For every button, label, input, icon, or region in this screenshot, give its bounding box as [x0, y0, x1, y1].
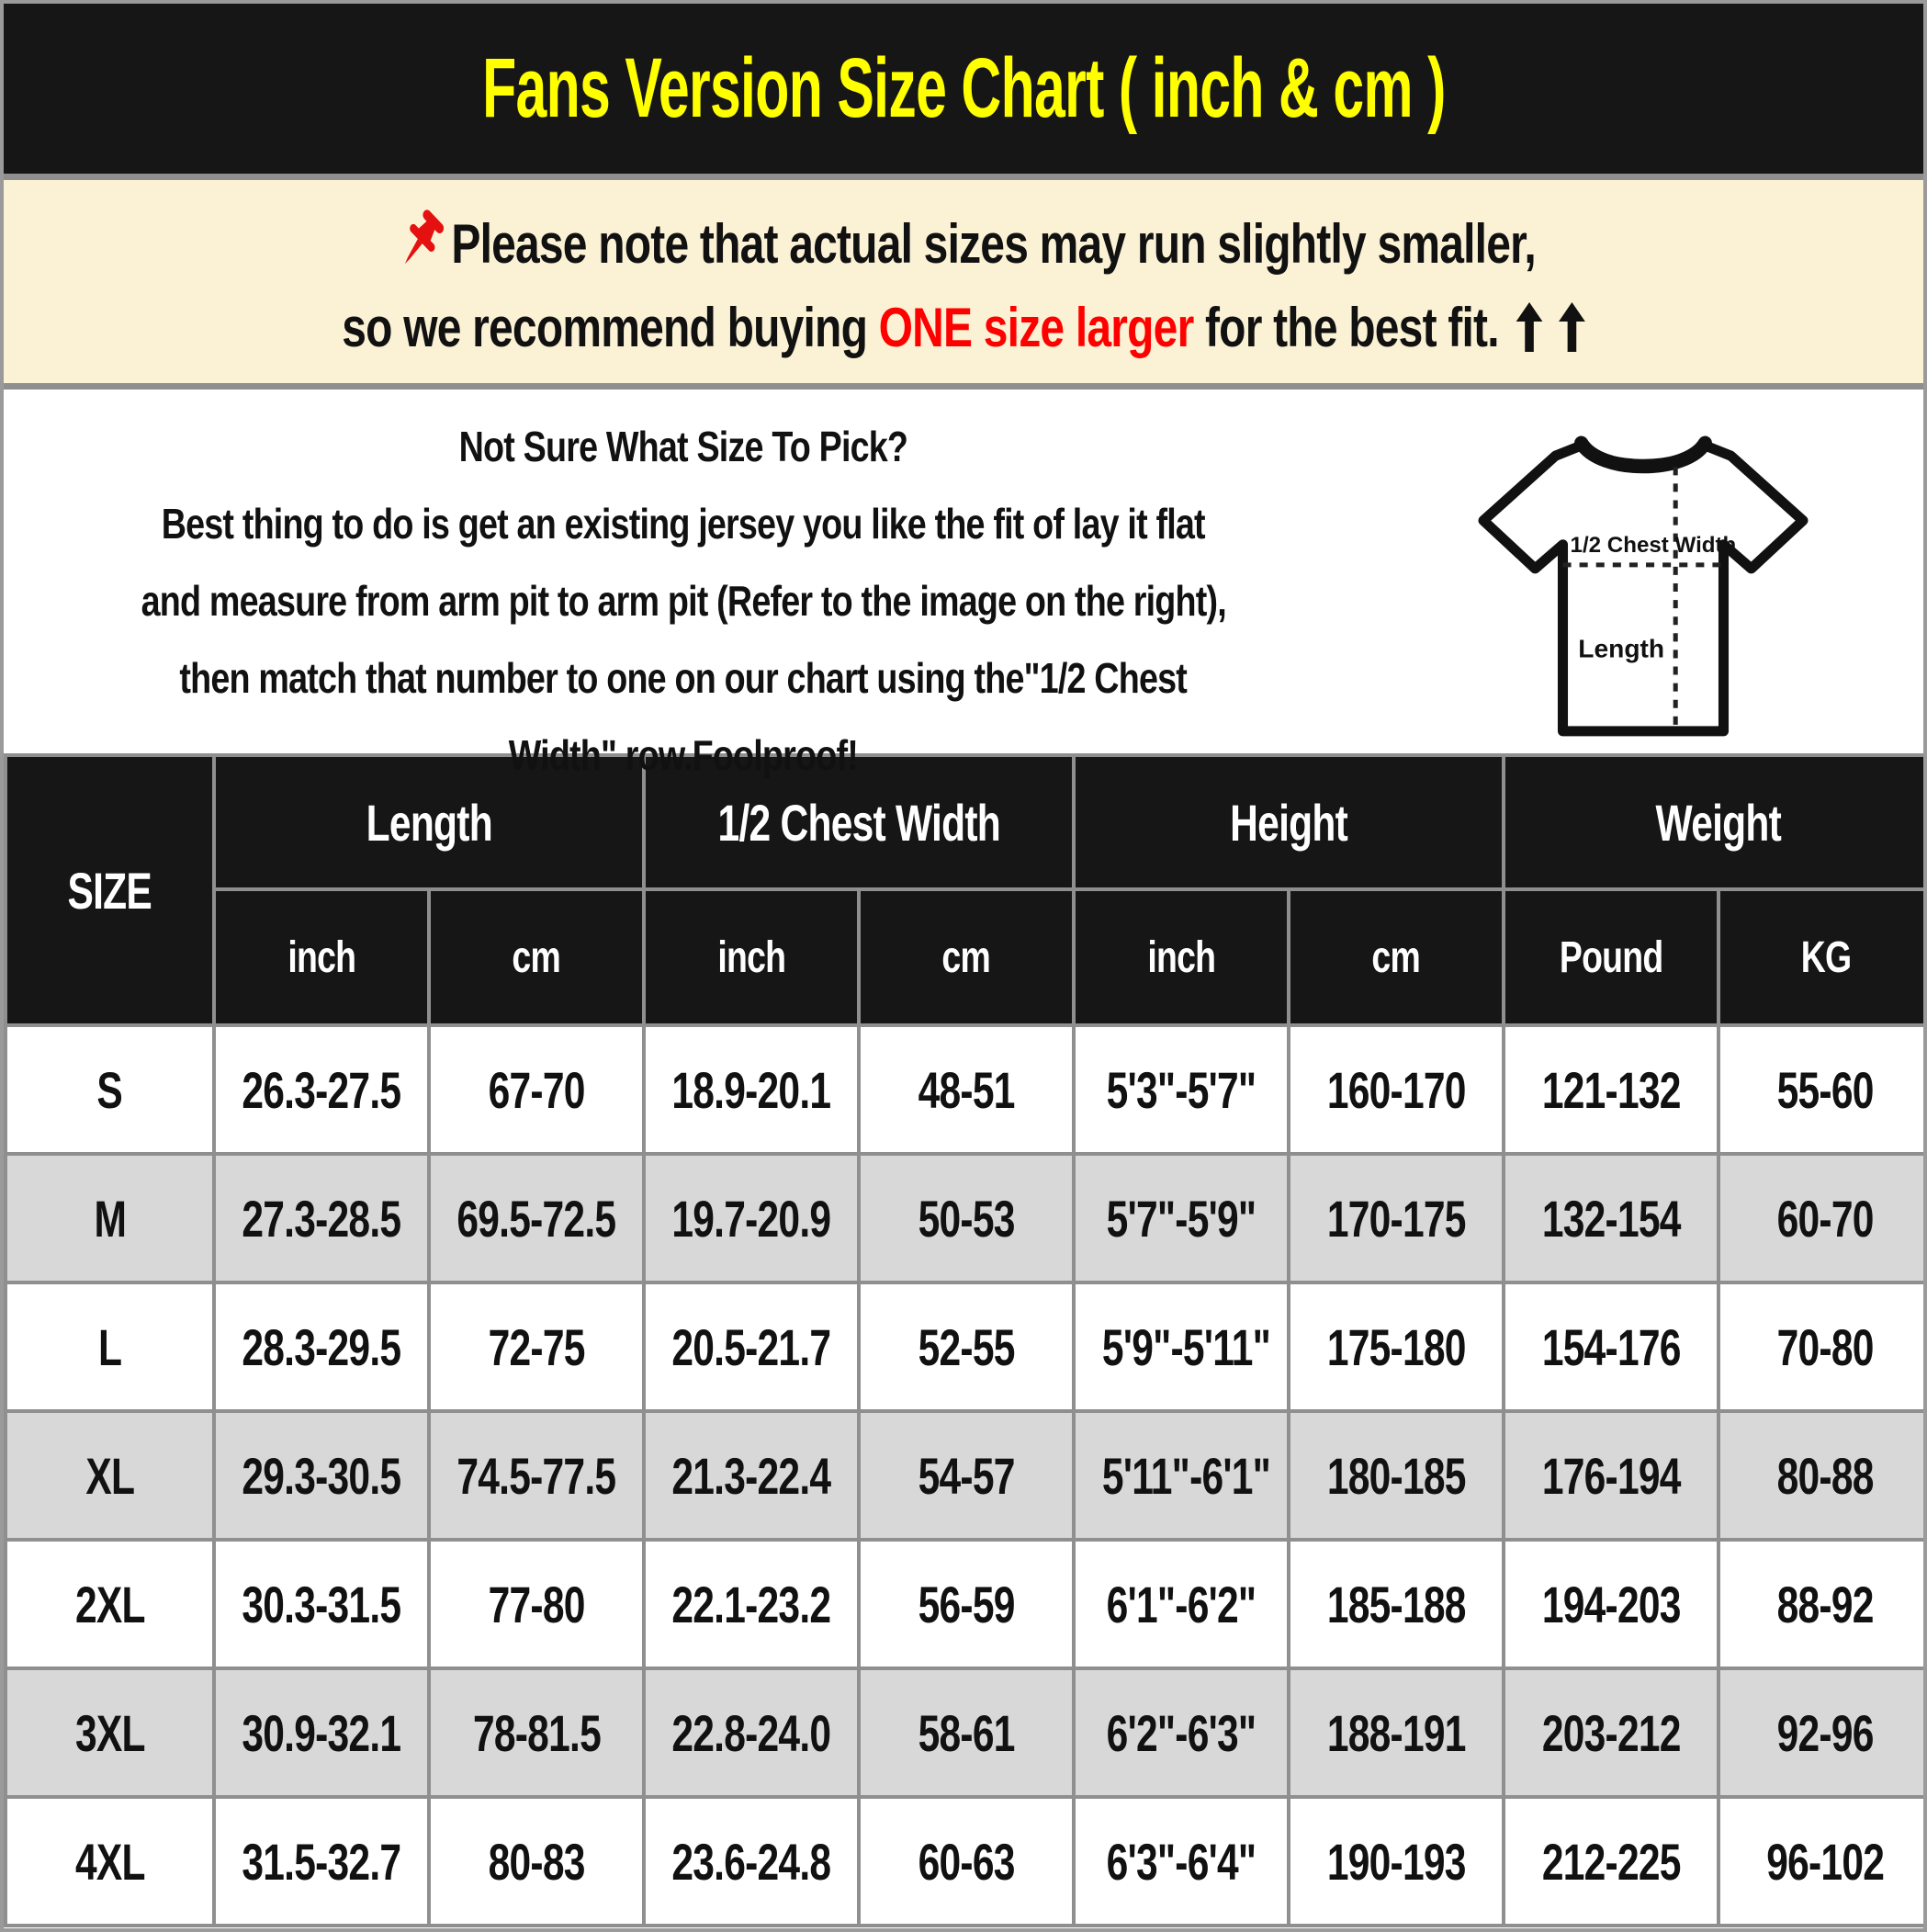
- note-line-2: [186, 296, 1741, 359]
- value-cell: 28.3-29.5: [214, 1282, 429, 1411]
- value-cell: 18.9-20.1: [644, 1025, 859, 1154]
- instructions-line: then match that number to one on our chart using the"1/2 Chest: [179, 654, 1188, 702]
- note-band: [4, 180, 1923, 390]
- note-highlight: ONE size larger: [878, 296, 1194, 358]
- value-cell: 212-225: [1504, 1797, 1719, 1926]
- value-cell: 74.5-77.5: [429, 1411, 644, 1540]
- size-cell: M: [6, 1154, 214, 1282]
- weight-group-header: Weight: [1504, 755, 1927, 889]
- value-cell: 58-61: [859, 1668, 1074, 1797]
- table-row: [6, 1282, 1927, 1411]
- value-cell: 60-63: [859, 1797, 1074, 1926]
- unit-header: inch: [644, 889, 859, 1025]
- unit-header: inch: [1074, 889, 1289, 1025]
- value-cell: 29.3-30.5: [214, 1411, 429, 1540]
- unit-header: cm: [429, 889, 644, 1025]
- height-group-header: Height: [1074, 755, 1504, 889]
- tshirt-diagram-box: [1363, 413, 1923, 753]
- value-cell: 78-81.5: [429, 1668, 644, 1797]
- value-cell: 60-70: [1719, 1154, 1927, 1282]
- size-chart-table: [4, 753, 1927, 1927]
- value-cell: 31.5-32.7: [214, 1797, 429, 1926]
- value-cell: 5'7"-5'9": [1074, 1154, 1289, 1282]
- value-cell: 175-180: [1289, 1282, 1504, 1411]
- unit-header: inch: [214, 889, 429, 1025]
- value-cell: 27.3-28.5: [214, 1154, 429, 1282]
- length-group-header: Length: [214, 755, 644, 889]
- size-cell: L: [6, 1282, 214, 1411]
- value-cell: 121-132: [1504, 1025, 1719, 1154]
- chest-width-group-header: 1/2 Chest Width: [644, 755, 1074, 889]
- value-cell: 67-70: [429, 1025, 644, 1154]
- note-line-1: [248, 205, 1679, 288]
- value-cell: 190-193: [1289, 1797, 1504, 1926]
- value-cell: 180-185: [1289, 1411, 1504, 1540]
- up-arrow-icon: [1516, 302, 1543, 352]
- size-cell: 3XL: [6, 1668, 214, 1797]
- note-text-1: Please note that actual sizes may run slightly smaller,: [451, 213, 1537, 275]
- table-row: [6, 1025, 1927, 1154]
- value-cell: 48-51: [859, 1025, 1074, 1154]
- value-cell: 132-154: [1504, 1154, 1719, 1282]
- page-title: Fans Version Size Chart ( inch & cm ): [481, 41, 1446, 135]
- value-cell: 69.5-72.5: [429, 1154, 644, 1282]
- value-cell: 6'3"-6'4": [1074, 1797, 1289, 1926]
- value-cell: 23.6-24.8: [644, 1797, 859, 1926]
- value-cell: 30.9-32.1: [214, 1668, 429, 1797]
- instructions-text: [4, 413, 1363, 779]
- value-cell: 5'3"-5'7": [1074, 1025, 1289, 1154]
- value-cell: 22.1-23.2: [644, 1540, 859, 1668]
- value-cell: 55-60: [1719, 1025, 1927, 1154]
- value-cell: 203-212: [1504, 1668, 1719, 1797]
- instructions-line: Best thing to do is get an existing jersey you like the fit of lay it flat: [161, 500, 1206, 548]
- table-row: [6, 1540, 1927, 1668]
- value-cell: 160-170: [1289, 1025, 1504, 1154]
- value-cell: 70-80: [1719, 1282, 1927, 1411]
- instructions-line: Width" row.Foolproof!: [508, 731, 859, 779]
- value-cell: 194-203: [1504, 1540, 1719, 1668]
- value-cell: 21.3-22.4: [644, 1411, 859, 1540]
- table-row: [6, 1668, 1927, 1797]
- unit-header: Pound: [1504, 889, 1719, 1025]
- value-cell: 188-191: [1289, 1668, 1504, 1797]
- value-cell: 88-92: [1719, 1540, 1927, 1668]
- value-cell: 5'9"-5'11": [1074, 1282, 1289, 1411]
- value-cell: 176-194: [1504, 1411, 1719, 1540]
- size-cell: 2XL: [6, 1540, 214, 1668]
- value-cell: 170-175: [1289, 1154, 1504, 1282]
- unit-header: cm: [1289, 889, 1504, 1025]
- instructions-section: [4, 390, 1923, 779]
- pushpin-icon: [391, 205, 450, 284]
- size-cell: S: [6, 1025, 214, 1154]
- size-rows: [6, 1025, 1927, 1926]
- value-cell: 56-59: [859, 1540, 1074, 1668]
- unit-header: KG: [1719, 889, 1927, 1025]
- value-cell: 50-53: [859, 1154, 1074, 1282]
- up-arrow-icon: [1559, 302, 1585, 352]
- note-text-2-suffix: for the best fit.: [1193, 296, 1499, 358]
- size-cell: XL: [6, 1411, 214, 1540]
- value-cell: 6'1"-6'2": [1074, 1540, 1289, 1668]
- unit-header: cm: [859, 889, 1074, 1025]
- table-row: [6, 1411, 1927, 1540]
- chest-width-label: 1/2 Chest Width: [1570, 532, 1737, 558]
- value-cell: 72-75: [429, 1282, 644, 1411]
- table-row: [6, 1797, 1927, 1926]
- instructions-line: and measure from arm pit to arm pit (Refer to the image on the right),: [141, 577, 1226, 625]
- value-cell: 20.5-21.7: [644, 1282, 859, 1411]
- table-row: [6, 1154, 1927, 1282]
- value-cell: 154-176: [1504, 1282, 1719, 1411]
- value-cell: 96-102: [1719, 1797, 1927, 1926]
- value-cell: 30.3-31.5: [214, 1540, 429, 1668]
- value-cell: 92-96: [1719, 1668, 1927, 1797]
- value-cell: 185-188: [1289, 1540, 1504, 1668]
- value-cell: 77-80: [429, 1540, 644, 1668]
- length-label: Length: [1578, 634, 1665, 663]
- tshirt-measure-diagram-icon: [1450, 424, 1836, 748]
- value-cell: 80-83: [429, 1797, 644, 1926]
- value-cell: 52-55: [859, 1282, 1074, 1411]
- instructions-heading: Not Sure What Size To Pick?: [458, 423, 908, 470]
- value-cell: 19.7-20.9: [644, 1154, 859, 1282]
- title-band: [4, 4, 1923, 180]
- value-cell: 26.3-27.5: [214, 1025, 429, 1154]
- size-cell: 4XL: [6, 1797, 214, 1926]
- value-cell: 6'2"-6'3": [1074, 1668, 1289, 1797]
- size-column-header: SIZE: [6, 755, 214, 1025]
- note-text-2-prefix: so we recommend buying: [342, 296, 879, 358]
- value-cell: 54-57: [859, 1411, 1074, 1540]
- value-cell: 80-88: [1719, 1411, 1927, 1540]
- value-cell: 22.8-24.0: [644, 1668, 859, 1797]
- value-cell: 5'11"-6'1": [1074, 1411, 1289, 1540]
